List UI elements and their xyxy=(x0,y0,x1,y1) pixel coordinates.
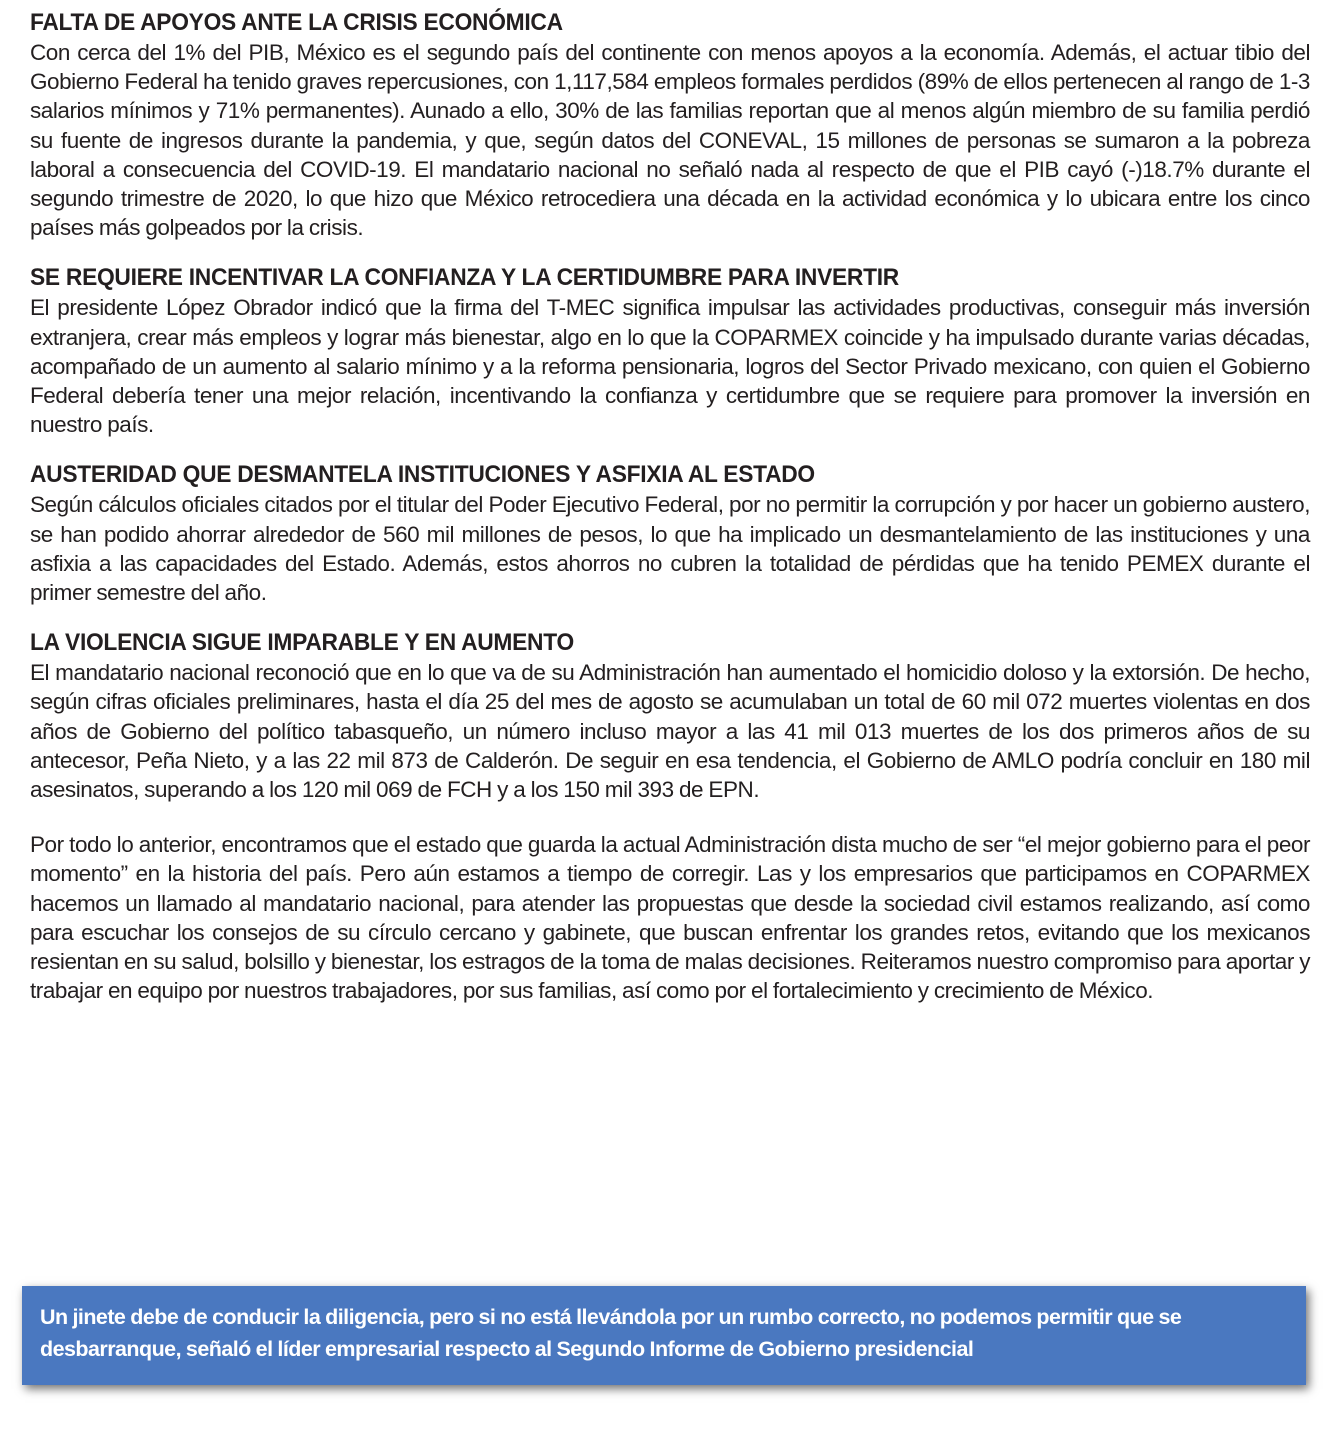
section-austerity xyxy=(30,460,1310,607)
article-body xyxy=(30,8,1310,1005)
section-paragraph: El presidente López Obrador indicó que la firma del T-MEC significa impulsar las actividades productivas, conseguir más inversión extranjera, crear más empleos y lograr más bienestar, algo en lo que la COPARMEX coincide y ha impulsado durante varias décadas, acompañado de un aumento al salario mínimo y a la reforma pensionaria, logros del Sector Privado mexicano, con quien el Gobierno Federal debería tener una mejor relación, incentivando la confianza y certidumbre que se requiere para promover la inversión en nuestro país. xyxy=(30,295,1310,438)
closing-paragraph: Por todo lo anterior, encontramos que el estado que guarda la actual Administración dista mucho de ser “el mejor gobierno para el peor momento” en la historia del país. Pero aún estamos a tiempo de corregir. Las y los empresarios que participamos en COPARMEX hacemos un llamado al mandatario nacional, para atender las propuestas que desde la sociedad civil estamos realizando, así como para escuchar los consejos de su círculo cercano y gabinete, que buscan enfrentar los grandes retos, evitando que los mexicanos resientan en su salud, bolsillo y bienestar, los estragos de la toma de malas decisiones. Reiteramos nuestro compromiso para aportar y trabajar en equipo por nuestros trabajadores, por sus familias, así como por el fortalecimiento y crecimiento de México. xyxy=(30,832,1310,1004)
section-economic-crisis xyxy=(30,8,1310,242)
section-paragraph: Con cerca del 1% del PIB, México es el segundo país del continente con menos apoyos a la economía. Además, el actuar tibio del Gobierno Federal ha tenido graves repercusiones, con 1,117,584 empleos formales perdidos (89% de ellos pertenecen al rango de 1-3 salarios mínimos y 71% permanentes). Aunado a ello, 30% de las familias reportan que al menos algún miembro de su familia perdió su fuente de ingresos durante la pandemia, y que, según datos del CONEVAL, 15 millones de personas se sumaron a la pobreza laboral a consecuencia del COVID-19. El mandatario nacional no señaló nada al respecto de que el PIB cayó (-)18.7% durante el segundo trimestre de 2020, lo que hizo que México retrocediera una década en la actividad económica y lo ubicara entre los cinco países más golpeados por la crisis. xyxy=(30,40,1310,241)
section-heading: AUSTERIDAD QUE DESMANTELA INSTITUCIONES Y ASFIXIA AL ESTADO xyxy=(30,461,815,489)
section-heading: LA VIOLENCIA SIGUE IMPARABLE Y EN AUMENTO xyxy=(30,629,574,657)
quote-callout-text: Un jinete debe de conducir la diligencia, pero si no está llevándola por un rumbo correcto, no podemos permitir que se desbarranque, señaló el líder empresarial respecto al Segundo Informe de Gobierno presidencial xyxy=(40,1305,1182,1361)
section-heading: SE REQUIERE INCENTIVAR LA CONFIANZA Y LA CERTIDUMBRE PARA INVERTIR xyxy=(30,264,899,292)
section-paragraph: El mandatario nacional reconoció que en lo que va de su Administración han aumentado el homicidio doloso y la extorsión. De hecho, según cifras oficiales preliminares, hasta el día 25 del mes de agosto se acumulaban un total de 60 mil 072 muertes violentas en dos años de Gobierno del político tabasqueño, un número incluso mayor a las 41 mil 013 muertes de los dos primeros años de su antecesor, Peña Nieto, y a las 22 mil 873 de Calderón. De seguir en esa tendencia, el Gobierno de AMLO podría concluir en 180 mil asesinatos, superando a los 120 mil 069 de FCH y a los 150 mil 393 de EPN. xyxy=(30,660,1310,803)
section-violence xyxy=(30,628,1310,804)
section-investment-confidence xyxy=(30,263,1310,439)
quote-callout-box xyxy=(22,1286,1306,1385)
section-paragraph: Según cálculos oficiales citados por el titular del Poder Ejecutivo Federal, por no permitir la corrupción y por hacer un gobierno austero, se han podido ahorrar alrededor de 560 mil millones de pesos, lo que ha implicado un desmantelamiento de las instituciones y una asfixia a las capacidades del Estado. Además, estos ahorros no cubren la totalidad de pérdidas que ha tenido PEMEX durante el primer semestre del año. xyxy=(30,492,1310,606)
section-heading: FALTA DE APOYOS ANTE LA CRISIS ECONÓMICA xyxy=(30,9,563,36)
